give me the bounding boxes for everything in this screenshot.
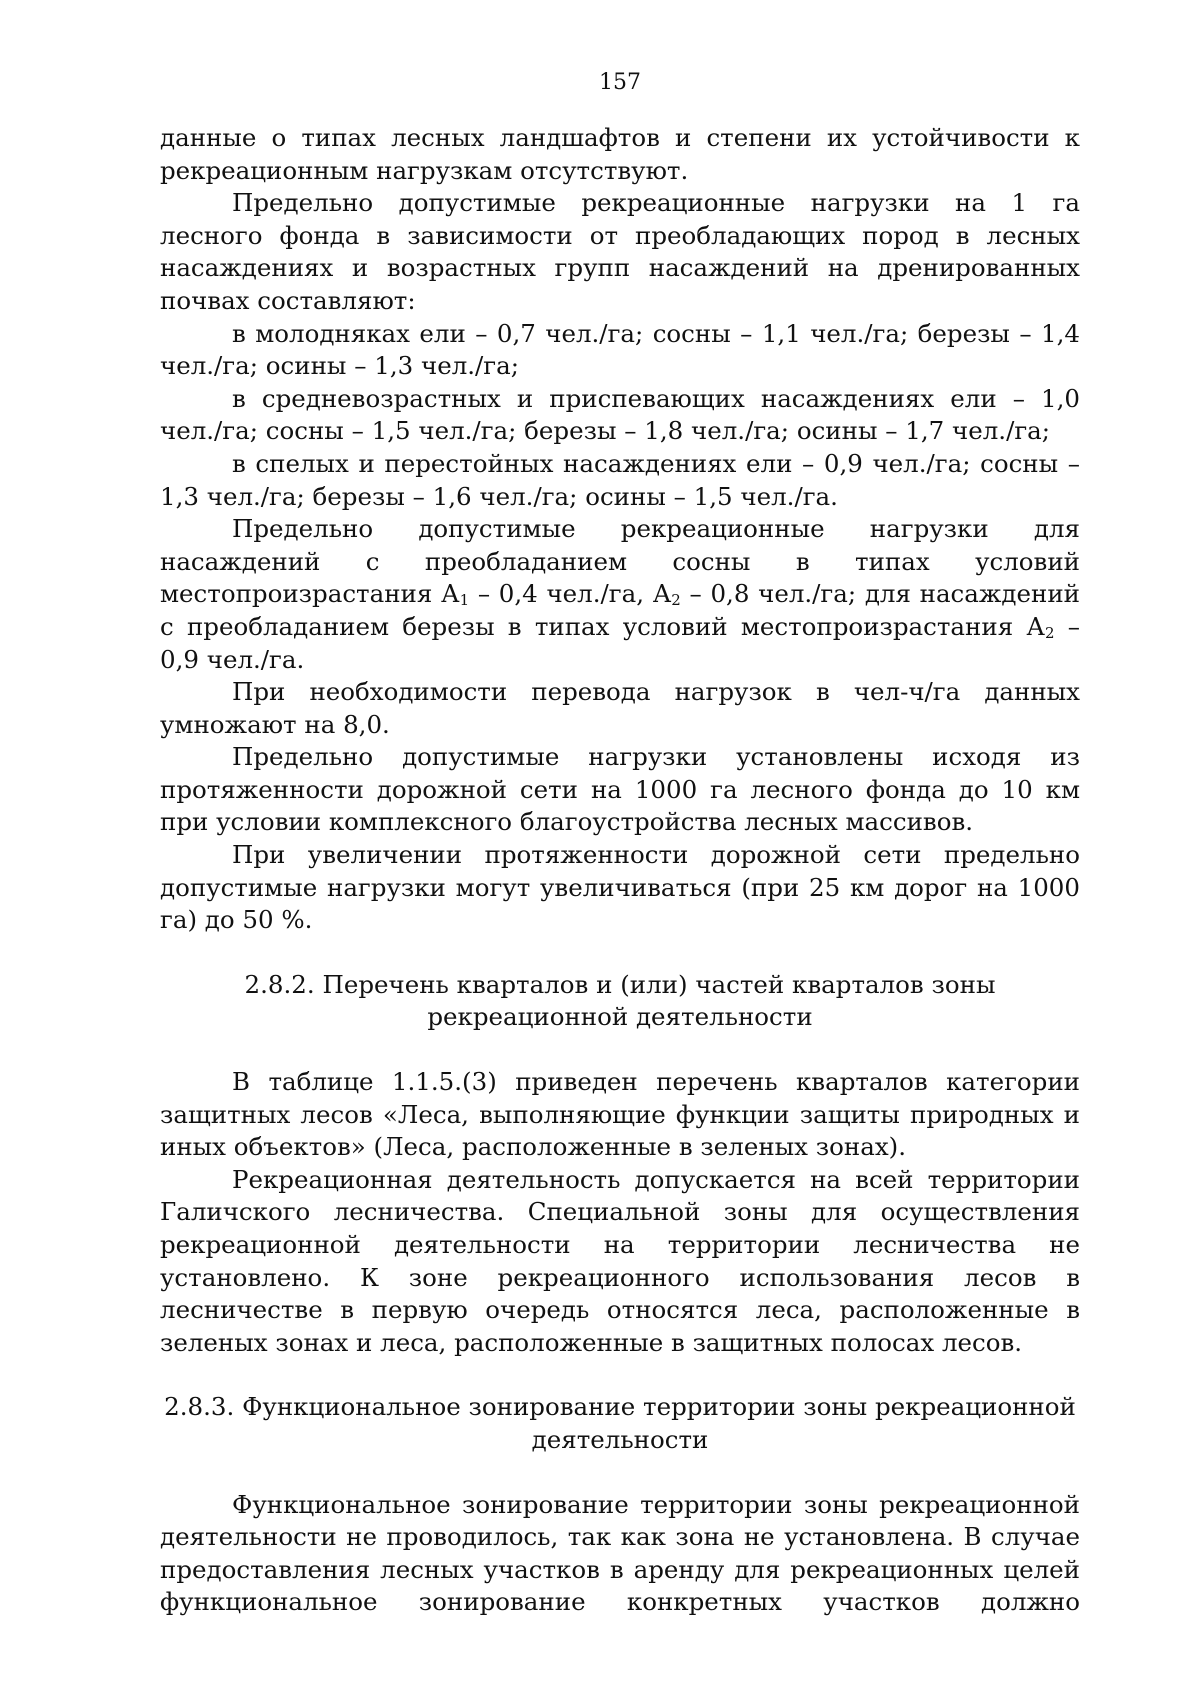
paragraph: Предельно допустимые рекреационные нагрузки на 1 га лесного фонда в зависимости от преобладающих пород в лесных насаждениях и возрастных групп насаждений на дренированных почвах составляют: <box>160 188 1080 315</box>
body-text <box>160 122 1080 1619</box>
paragraph-pine-birch-loads: Предельно допустимые рекреационные нагрузки для насаждений с преобладанием сосны в типах условий местопроизрастания $А_1 - 0,4$ чел./га, $А_2 - 0,8$ чел./га; для насаждений с преобладанием березы в типах условий местопроизрастания $А_2 - 0,9$ чел./га. <box>160 514 1080 674</box>
page-number: 157 <box>599 70 641 95</box>
paragraph: Рекреационная деятельность допускается на всей территории Галичского лесничества. Специальной зоны для осуществления рекреационной деятельности на территории лесничества не установлено. К зоне рекреационного использования лесов в лесничестве в первую очередь относятся леса, расположенные в зеленых зонах и леса, расположенные в защитных полосах лесов. <box>160 1164 1080 1357</box>
paragraph-middle-aged-stands: в средневозрастных и приспевающих насаждениях ели – 1,0 чел./га; сосны – 1,5 чел./га; березы – 1,8 чел./га; осины – 1,7 чел./га; <box>160 383 1080 446</box>
paragraph-young-stands: в молодняках ели – 0,7 чел./га; сосны – 1,1 чел./га; березы – 1,4 чел./га; осины – 1,3 чел./га; <box>160 318 1080 381</box>
paragraph: Функциональное зонирование территории зоны рекреационной деятельности не проводилось, так как зона не установлена. В случае предоставления лесных участков в аренду для рекреационных целей функциональное зонирование конкретных участков должно <box>160 1489 1080 1617</box>
paragraph-mature-stands: в спелых и перестойных насаждениях ели – 0,9 чел./га; сосны – 1,3 чел./га; березы – 1,6 чел./га; осины – 1,5 чел./га. <box>160 448 1080 511</box>
paragraph: При увеличении протяженности дорожной сети предельно допустимые нагрузки могут увеличиваться (при 25 км дорог на 1000 га) до 50 %. <box>160 840 1080 935</box>
paragraph: При необходимости перевода нагрузок в чел-ч/га данных умножают на 8,0. <box>160 677 1080 739</box>
section-heading-2-8-2: 2.8.2. Перечень кварталов и (или) частей кварталов зоны рекреационной деятельности <box>244 969 996 1032</box>
paragraph: Предельно допустимые нагрузки установлены исходя из протяженности дорожной сети на 1000 га лесного фонда до 10 км при условии комплексного благоустройства лесных массивов. <box>160 742 1080 837</box>
section-heading-2-8-3: 2.8.3. Функциональное зонирование территории зоны рекреационной деятельности <box>164 1392 1076 1454</box>
paragraph: В таблице 1.1.5.(3) приведен перечень кварталов категории защитных лесов «Леса, выполняющие функции защиты природных и иных объектов» (Леса, расположенные в зеленых зонах). <box>160 1067 1080 1162</box>
paragraph: данные о типах лесных ландшафтов и степени их устойчивости к рекреационным нагрузкам отсутствуют. <box>160 123 1080 185</box>
